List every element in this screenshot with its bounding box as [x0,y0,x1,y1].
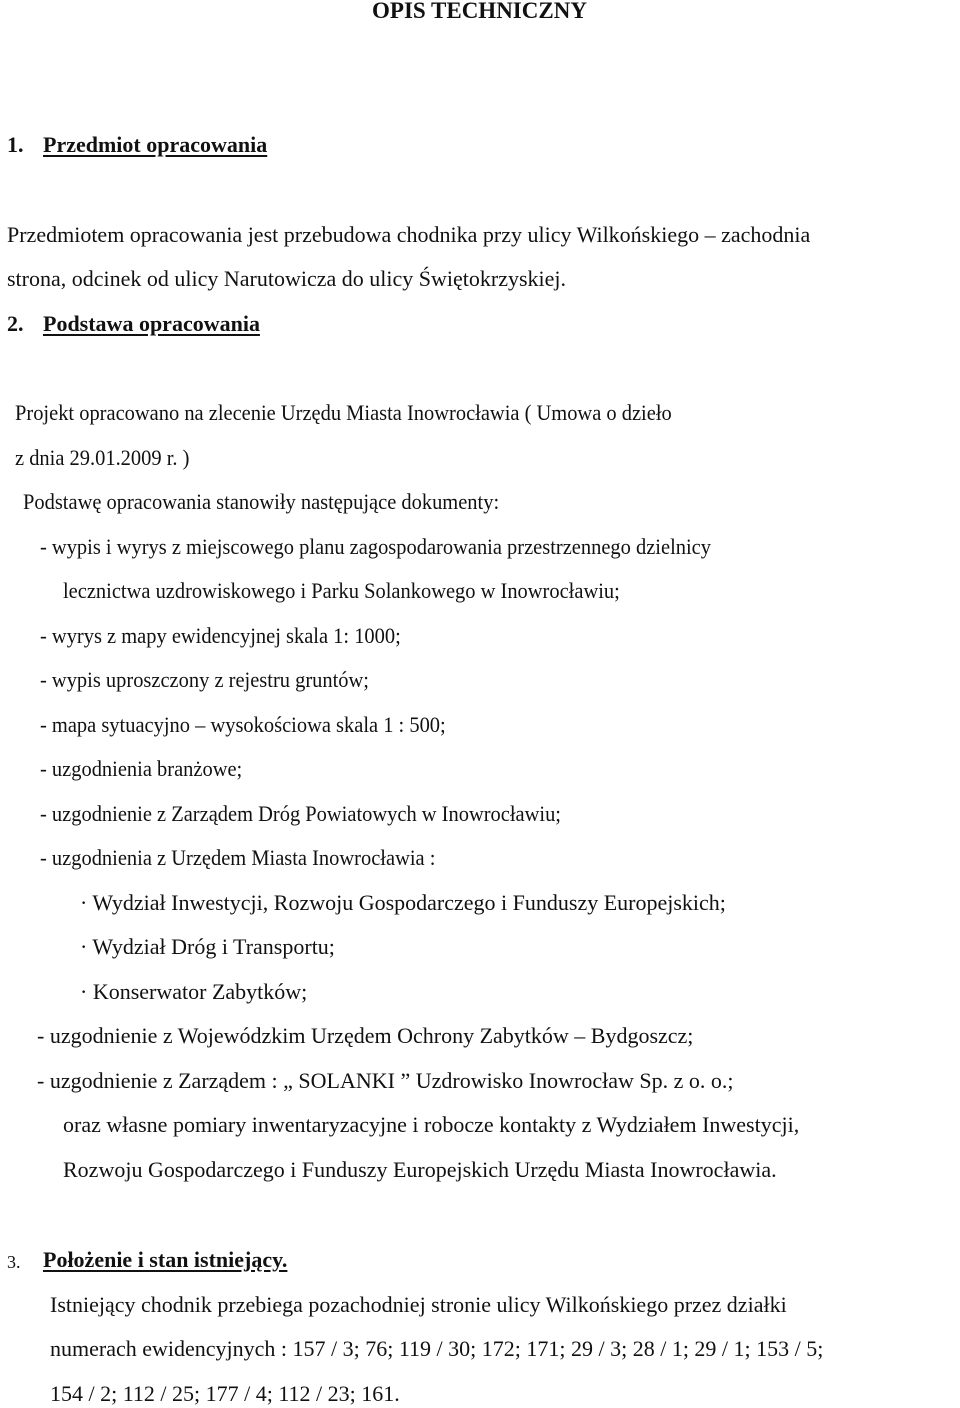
document-item-8: - uzgodnienie z Wojewódzkim Urzędem Ochrony Zabytków – Bydgoszcz; [37,1023,694,1048]
closing-line-2: Rozwoju Gospodarczego i Funduszy Europejskich Urzędu Miasta Inowrocławia. [63,1157,777,1182]
document-item-1-cont: lecznictwa uzdrowiskowego i Parku Solankowego w Inowrocławiu; [63,578,620,603]
subitem-3: · Konserwator Zabytków; [80,979,308,1004]
section-3-heading: Położenie i stan istniejący. [43,1247,288,1272]
section-1-heading: Przedmiot opracowania [43,132,268,157]
document-item-6: - uzgodnienie z Zarządem Dróg Powiatowych w Inowrocławiu; [40,801,562,826]
document-item-4: - mapa sytuacyjno – wysokościowa skala 1 : 500; [40,712,446,737]
closing-line-1: oraz własne pomiary inwentaryzacyjne i robocze kontakty z Wydziałem Inwestycji, [63,1112,800,1137]
section-1-paragraph-line-2: strona, odcinek od ulicy Narutowicza do ulicy Świętokrzyskiej. [7,266,567,291]
section-2-number: 2. [7,311,24,336]
document-item-9: - uzgodnienie z Zarządem : „ SOLANKI ” Uzdrowisko Inowrocław Sp. z o. o.; [37,1068,734,1093]
subitem-2: · Wydział Dróg i Transportu; [80,934,335,959]
section-3-number: 3. [7,1252,21,1272]
document-item-5: - uzgodnienia branżowe; [40,756,243,781]
document-item-2: - wyrys z mapy ewidencyjnej skala 1: 1000; [40,623,401,648]
subitem-1: · Wydział Inwestycji, Rozwoju Gospodarczego i Funduszy Europejskich; [80,890,726,915]
document-item-3: - wypis uproszczony z rejestru gruntów; [40,667,369,692]
section-3-paragraph-line-3: 154 / 2; 112 / 25; 177 / 4; 112 / 23; 161. [50,1381,400,1406]
section-3-paragraph-line-2: numerach ewidencyjnych : 157 / 3; 76; 119 / 30; 172; 171; 29 / 3; 28 / 1; 29 / 1; 153 / 5; [50,1336,824,1361]
section-1-paragraph-line-1: Przedmiotem opracowania jest przebudowa chodnika przy ulicy Wilkońskiego – zachodnia [7,222,811,247]
project-line-1: Projekt opracowano na zlecenie Urzędu Miasta Inowrocławia ( Umowa o dzieło [15,400,672,425]
document-item-1: - wypis i wyrys z miejscowego planu zagospodarowania przestrzennego dzielnicy [40,534,711,559]
documents-intro: Podstawę opracowania stanowiły następujące dokumenty: [23,489,500,514]
document-item-7: - uzgodnienia z Urzędem Miasta Inowrocławia : [40,845,436,870]
section-3-paragraph-line-1: Istniejący chodnik przebiega pozachodniej stronie ulicy Wilkońskiego przez działki [50,1292,787,1317]
section-2-heading: Podstawa opracowania [43,311,260,336]
project-line-2: z dnia 29.01.2009 r. ) [15,445,190,470]
document-title: OPIS TECHNICZNY [372,0,587,23]
section-1-number: 1. [7,132,24,157]
